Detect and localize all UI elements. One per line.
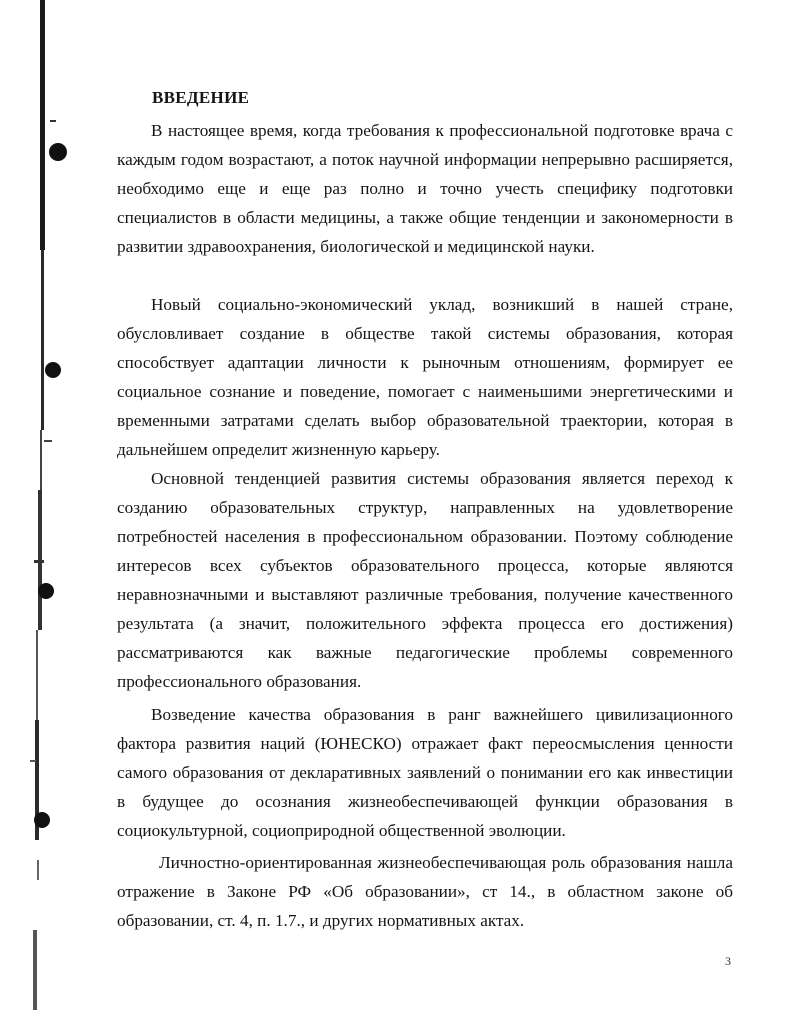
section-heading: ВВЕДЕНИЕ <box>152 88 250 107</box>
paragraph-1: В настоящее время, когда требования к профессиональной подготовке врача с каждым годом возрастают, а поток научной информации непрерывно расширяется, необходимо еще и еще раз полно и точно учесть специфику подготовки специалистов в области медицины, а также общие тенденции и закономерности в развитии здравоохранения, биологической и медицинской науки. <box>117 121 733 256</box>
paragraph-3: Основной тенденцией развития системы образования является переход к созданию образовательных структур, направленных на удовлетворение потребностей населения в профессиональном образовании. Поэтому соблюдение интересов всех субъектов образовательного процесса, которые являются неравнозначными и выставляют различные требования, получение качественного результата (а значит, положительного эффекта процесса его достижения) рассматриваются как важные педагогические проблемы современного профессионального образования. <box>117 469 733 691</box>
paragraph-4: Возведение качества образования в ранг важнейшего цивилизационного фактора развития наций (ЮНЕСКО) отражает факт переосмысления ценности самого образования от декларативных заявлений о понимании его как инвестиции в будущее до осознания жизнеобеспечивающей функции образования в социокультурной, социоприродной общественной эволюции. <box>117 705 733 840</box>
scan-edge-artifacts <box>0 0 70 1020</box>
paragraph-2: Новый социально-экономический уклад, возникший в нашей стране, обусловливает создание в обществе такой системы образования, которая способствует адаптации личности к рыночным отношениям, формирует ее социальное сознание и поведение, помогает с наименьшими энергетическими и временными затратами сделать выбор образовательной траектории, которая в дальнейшем определит жизненную карьеру. <box>117 295 733 459</box>
paragraph-5: Личностно-ориентированная жизнеобеспечивающая роль образования нашла отражение в Законе РФ «Об образовании», ст 14., в областном законе об образовании, ст. 4, п. 1.7., и других нормативных актах. <box>117 853 733 930</box>
page-number: 3 <box>725 954 731 968</box>
